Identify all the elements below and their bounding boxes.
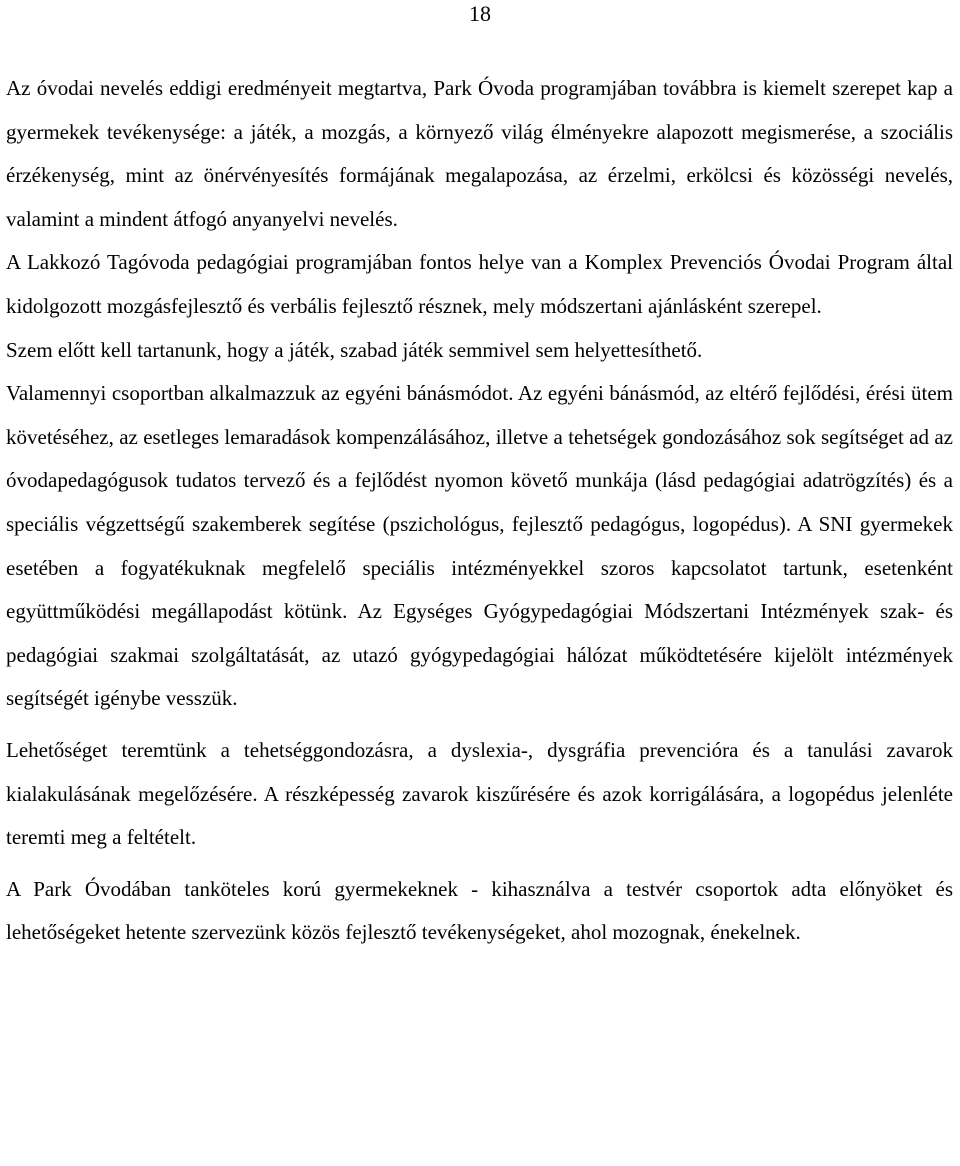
paragraph-kindergarten-education: Az óvodai nevelés eddigi eredményeit megtartva, Park Óvoda programjában továbbra is kiemelt szerepet kap a gyermekek tevékenysége: a játék, a mozgás, a környező világ élményekre alapozott megismerése, a szociális érzékenység, mint az önérvényesítés formájának megalapozása, az érzelmi, erkölcsi és közösségi nevelés, valamint a mindent átfogó anyanyelvi nevelés. <box>6 76 953 231</box>
paragraph-joint-development: A Park Óvodában tanköteles korú gyermekeknek - kihasználva a testvér csoportok adta előnyöket és lehetőségeket hetente szervezünk közös fejlesztő tevékenységeket, ahol mozognak, énekelnek. <box>6 876 953 945</box>
paragraph-lakkozo-program: A Lakkozó Tagóvoda pedagógiai programjában fontos helye van a Komplex Prevenciós Óvodai Program által kidolgozott mozgásfejlesztő és verbális fejlesztő résznek, mely módszertani ajánlásként szerepel. <box>6 250 953 318</box>
paragraph-talent-care: Lehetőséget teremtünk a tehetséggondozásra, a dyslexia-, dysgráfia prevencióra és a tanulási zavarok kialakulásának megelőzésére. A részképesség zavarok kiszűrésére és azok korrigálására, a logopédus jelenléte teremti meg a feltételt. <box>6 737 953 850</box>
document-body <box>6 67 953 955</box>
paragraph-free-play: Szem előtt kell tartanunk, hogy a játék, szabad játék semmivel sem helyettesíthető. <box>6 337 703 362</box>
paragraph-individual-approach: Valamennyi csoportban alkalmazzuk az egyéni bánásmódot. Az egyéni bánásmód, az eltérő fejlődési, érési ütem követéséhez, az esetleges lemaradások kompenzálásához, illetve a tehetségek gondozásához sok segítséget ad az óvodapedagógusok tudatos tervező és a fejlődést nyomon követő munkája (lásd pedagógiai adatrögzítés) és a speciális végzettségű szakemberek segítése (pszichológus, fejlesztő pedagógus, logopédus). A SNI gyermekek esetében a fogyatékuknak megfelelő speciális intézményekkel szoros kapcsolatot tartunk, esetenként együttműködési megállapodást kötünk. Az Egységes Gyógypedagógiai Módszertani Intézmények szak- és pedagógiai szakmai szolgáltatását, az utazó gyógypedagógiai hálózat működtetésére kijelölt intézmények segítségét igénybe vesszük. <box>6 381 953 711</box>
page-number: 18 <box>469 1 491 26</box>
